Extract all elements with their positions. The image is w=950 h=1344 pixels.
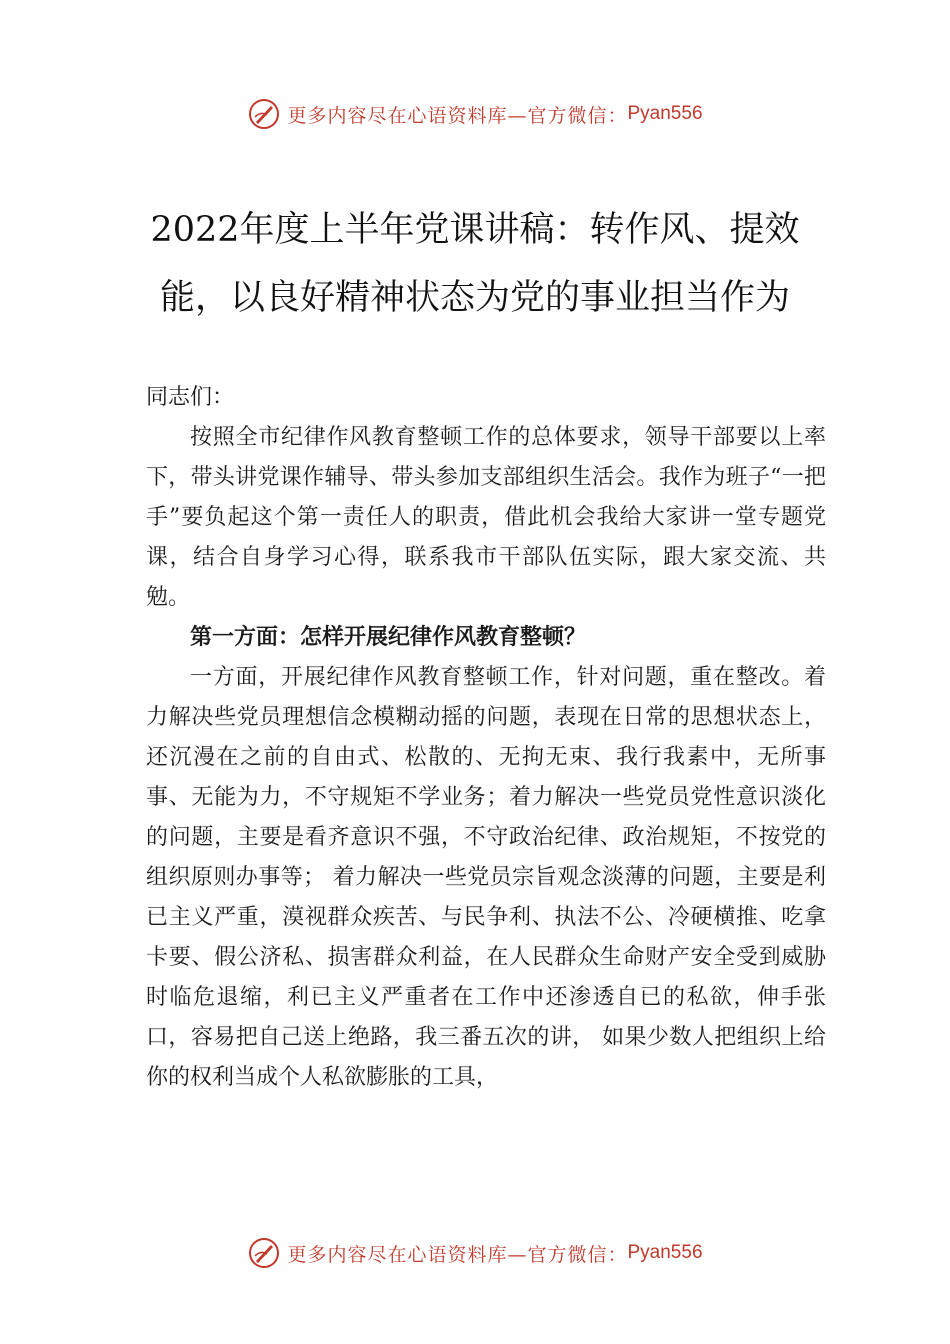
feather-pen-logo-icon	[247, 97, 281, 131]
banner-text: 更多内容尽在心语资料库—官方微信：	[287, 104, 628, 127]
wechat-id: Pyan556	[627, 1242, 703, 1263]
wechat-id: Pyan556	[627, 103, 703, 124]
document-title	[120, 196, 830, 332]
body-paragraph: 一方面，开展纪律作风教育整顿工作，针对问题，重在整改。着力解决些党员理想信念模糊动摇的问题，表现在日常的思想状态上，还沉漫在之前的自由式、松散的、无拘无束、我行我素中，无所事事、无能为力，不守规矩不学业务；着力解决一些党员党性意识淡化的问题，主要是看齐意识不强，不守政治纪律、政治规矩，不按党的组织原则办事等； 着力解决一些党员宗旨观念淡薄的问题，主要是利已主义严重，漠视群众疾苦、与民争利、执法不公、冷硬横推、吃拿卡要、假公济私、损害群众利益，在人民群众生命财产安全受到威胁时临危退缩，利已主义严重者在工作中还渗透自已的私欲，伸手张口，容易把自己送上绝路，我三番五次的讲， 如果少数人把组织上给你的权利当成个人私欲膨胀的工具，	[146, 665, 826, 1090]
title-line-1: 2022年度上半年党课讲稿：转作风、提效	[150, 210, 800, 250]
salutation: 同志们：	[146, 385, 235, 410]
banner-text: 更多内容尽在心语资料库—官方微信：	[287, 1243, 628, 1266]
document-body	[146, 378, 826, 1098]
header-banner	[0, 94, 950, 134]
footer-banner	[0, 1233, 950, 1273]
intro-paragraph: 按照全市纪律作风教育整顿工作的总体要求，领导干部要以上率下，带头讲党课作辅导、带头参加支部组织生活会。我作为班子“一把手”要负起这个第一责任人的职责，借此机会我给大家讲一堂专题党课，结合自身学习心得，联系我市干部队伍实际，跟大家交流、共勉。	[146, 425, 826, 610]
section-heading: 第一方面：怎样开展纪律作风教育整顿？	[190, 625, 587, 650]
feather-pen-logo-icon	[247, 1236, 281, 1270]
title-line-2: 能，以良好精神状态为党的事业担当作为	[159, 278, 790, 318]
